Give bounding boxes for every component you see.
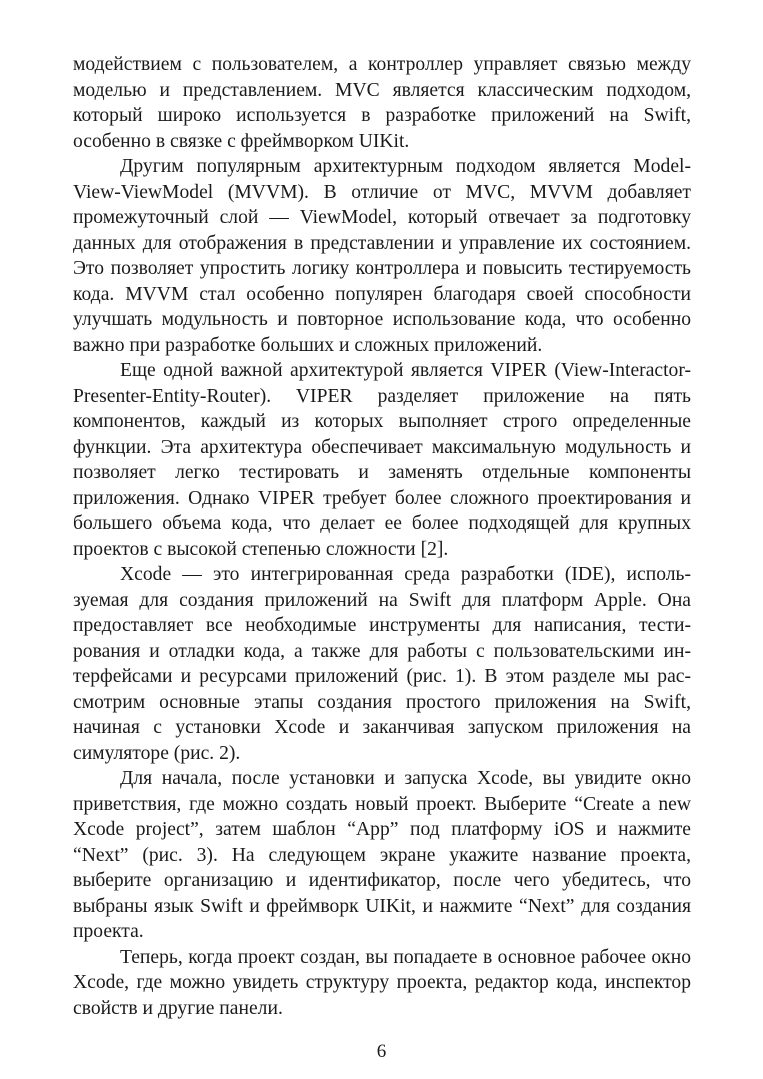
paragraph-mvc-continuation: модействием с пользователем, а контроллер управляет связью между моделью и представлением. MVC является классическим подходом, который широко используется в разработке приложений на Swift, особенно в связке с фреймворком UIKit. [73, 54, 691, 152]
paragraph-workspace: Теперь, когда проект создан, вы попадаете в основное рабочее окно Xcode, где можно увидеть структуру проекта, редактор кода, инспектор свойств и другие панели. [73, 946, 691, 1019]
paragraph-new-project: Для начала, после установки и запуска Xcode, вы увидите окно приветствия, где можно создать новый проект. Выберите “Create a new Xcode project”, затем шаблон “App” под платформу iOS и нажмите “Next” (рис. 3). На следующем экране укажите название проекта, выберите организацию и идентификатор, после чего убедитесь, что выбраны язык Swift и фреймворк UIKit, и нажмите “Next” для создания проекта. [73, 768, 691, 942]
page-body [73, 52, 691, 1021]
paragraph-xcode-intro: Xcode — это интегрированная среда разработки (IDE), используемая для создания приложений на Swift для платформ Apple. Она предоставляет все необходимые инструменты для написания, тестирования и отладки кода, а также для работы с пользовательскими интерфейсами и ресурсами приложений (рис. 1). В этом разделе мы рассмотрим основные этапы создания простого приложения на Swift, начиная с установки Xcode и заканчивая запуском приложения на симуляторе (рис. 2). [73, 564, 691, 764]
page-number: 6 [376, 1041, 387, 1062]
paragraph-viper: Еще одной важной архитектурой является VIPER (View-Interactor-Presenter-Entity-Router). VIPER разделяет приложение на пять компонентов, каждый из которых выполняет строго определенные функции. Эта архитектура обеспечивает максимальную модульность и позволяет легко тестировать и заменять отдельные компоненты приложения. Однако VIPER требует более сложного проектирования и большего объема кода, что делает ее более подходящей для крупных проектов с высокой степенью сложности [2]. [73, 360, 691, 560]
paragraph-mvvm: Другим популярным архитектурным подходом является Model-View-ViewModel (MVVM). В отличие от MVC, MVVM добавляет промежуточный слой — ViewModel, который отвечает за подготовку данных для отображения в представлении и управление их состоянием. Это позволяет упростить логику контроллера и повысить тестируемость кода. MVVM стал особенно популярен благодаря своей способности улучшать модульность и повторное использование кода, что особенно важно при разработке больших и сложных приложений. [73, 156, 691, 356]
